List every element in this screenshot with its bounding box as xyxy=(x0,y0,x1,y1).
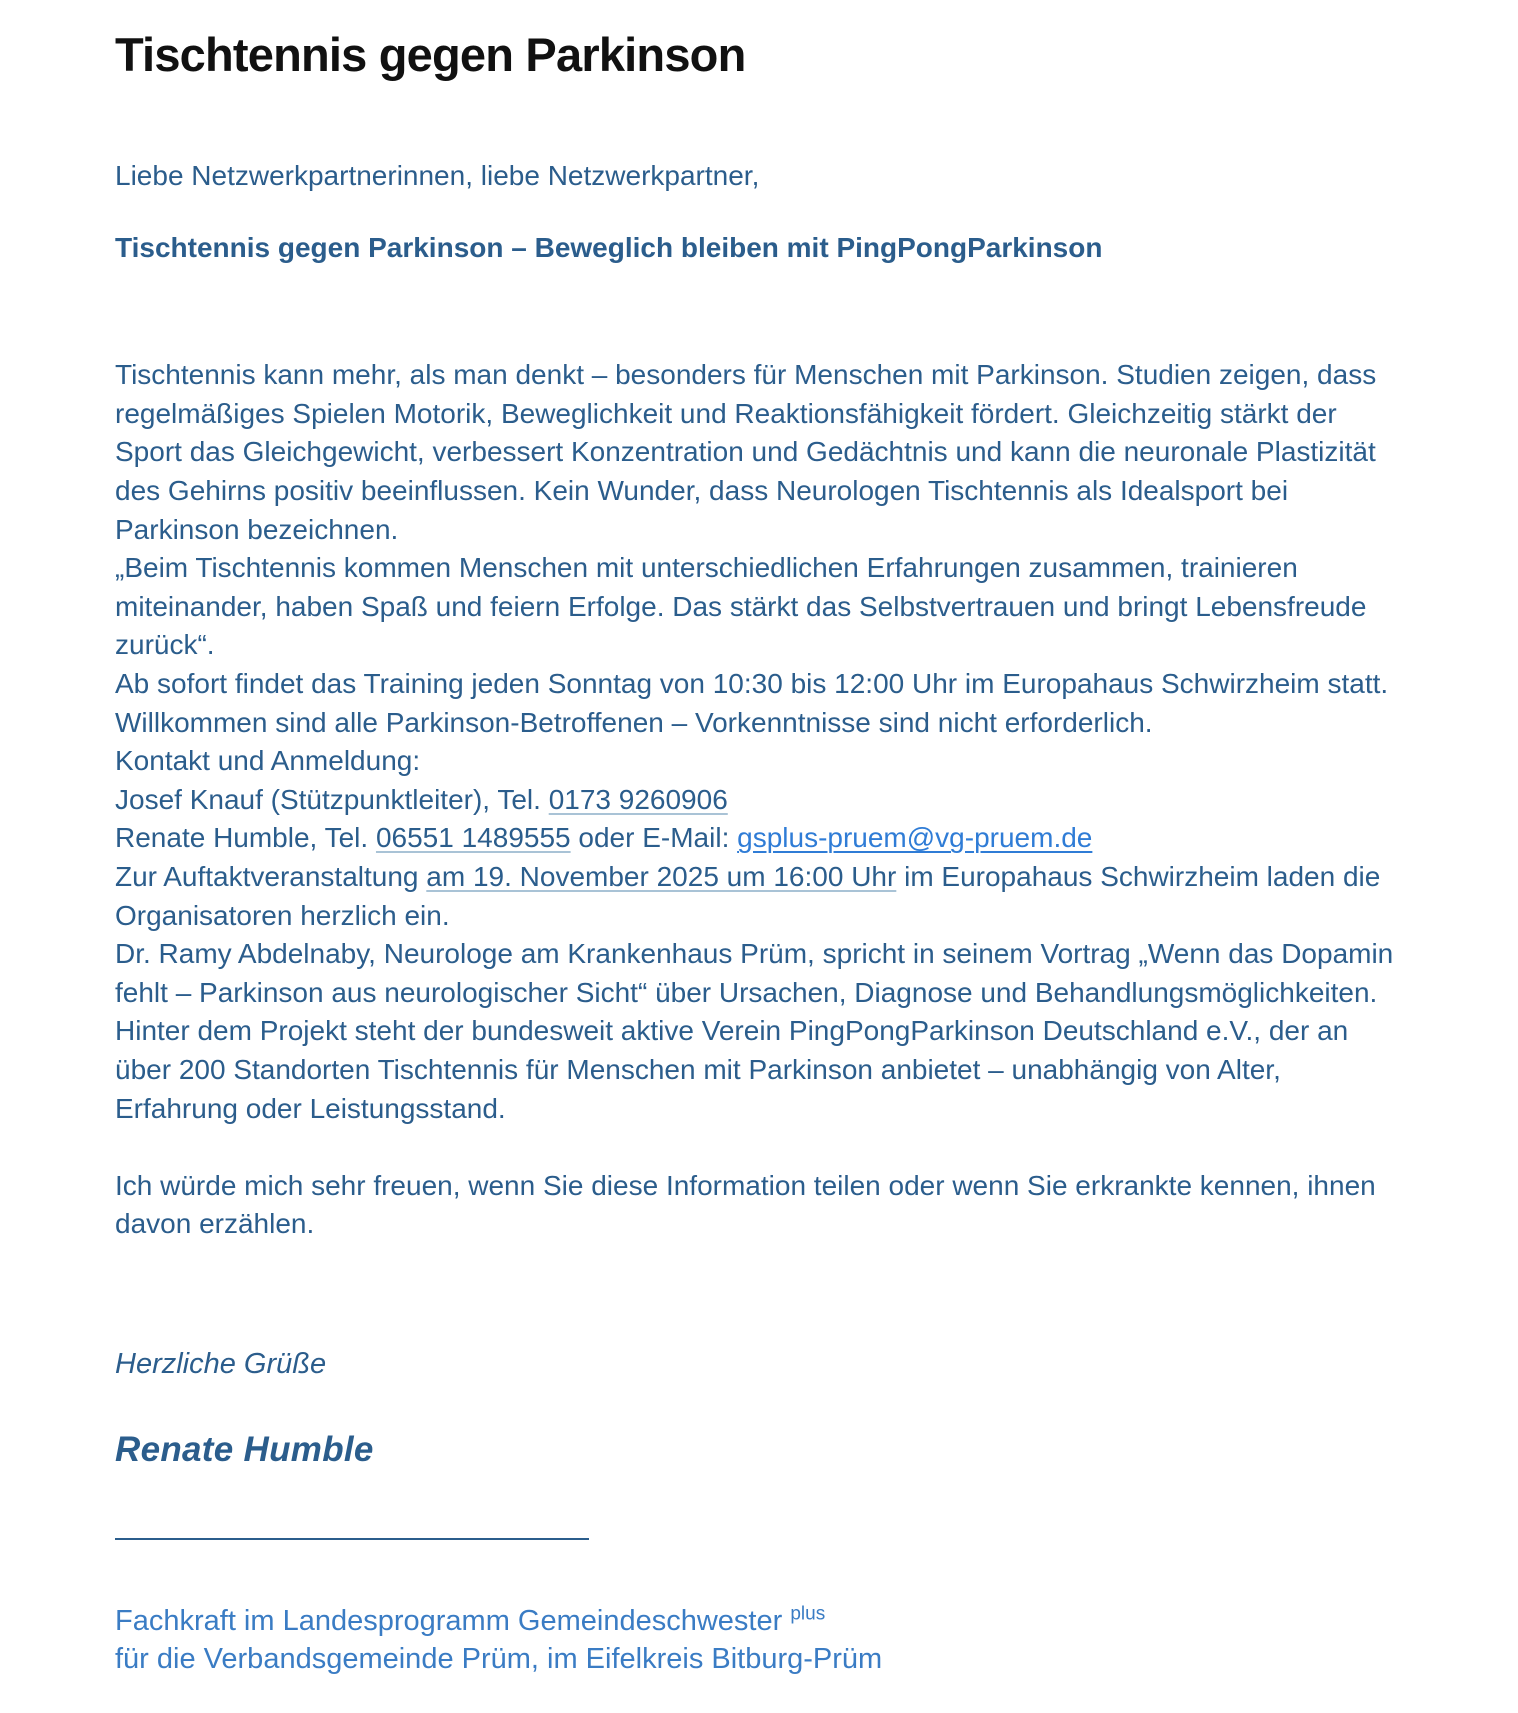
body-paragraph xyxy=(115,819,1408,858)
paragraph-text: Renate Humble, Tel. xyxy=(115,822,376,854)
subject-line: Tischtennis gegen Parkinson – Beweglich bleiben mit PingPongParkinson xyxy=(115,231,1103,263)
paragraph-text: Ab sofort findet das Training jeden Sonntag von 10:30 bis 12:00 Uhr im Europahaus Schwirzheim statt. Willkommen sind alle Parkinson-Betroffenen – Vorkenntnisse sind nicht erforderlich. xyxy=(115,667,1389,738)
body-paragraph xyxy=(115,549,1408,665)
paragraph-text: Tischtennis kann mehr, als man denkt – besonders für Menschen mit Parkinson. Studien zeigen, dass regelmäßiges Spielen Motorik, Beweglichkeit und Reaktionsfähigkeit fördert. Gleichzeitig stärkt der Sport das Gleichgewicht, verbessert Konzentration und Gedächtnis und kann die neuronale Plastizität des Gehirns positiv beeinflussen. Kein Wunder, dass Neurologen Tischtennis als Idealsport bei Parkinson bezeichnen. xyxy=(115,359,1377,545)
paragraph-text: Ich würde mich sehr freuen, wenn Sie diese Information teilen oder wenn Sie erkrankte kennen, ihnen davon erzählen. xyxy=(115,1169,1376,1240)
email-link[interactable]: gsplus-pruem@vg-pruem.de xyxy=(737,822,1093,854)
closing-text: Herzliche Grüße xyxy=(115,1347,327,1380)
email-body xyxy=(115,356,1408,1244)
body-paragraph xyxy=(115,858,1408,935)
signature-divider xyxy=(115,1538,589,1540)
body-paragraph xyxy=(115,1167,1408,1244)
footer-superscript: plus xyxy=(790,1603,826,1625)
footer-role-line xyxy=(115,1602,1408,1640)
page-title: Tischtennis gegen Parkinson xyxy=(115,28,746,81)
body-paragraph xyxy=(115,935,1408,1012)
paragraph-text: Hinter dem Projekt steht der bundesweit aktive Verein PingPongParkinson Deutschland e.V., der an über 200 Standorten Tischtennis für Menschen mit Parkinson anbietet – unabhängig von Alter, Erfahrung oder Leistungsstand. xyxy=(115,1015,1349,1124)
paragraph-text: Josef Knauf (Stützpunktleiter), Tel. xyxy=(115,783,549,815)
paragraph-text: Dr. Ramy Abdelnaby, Neurologe am Krankenhaus Prüm, spricht in seinem Vortrag „Wenn das Dopamin fehlt – Parkinson aus neurologischer Sicht“ über Ursachen, Diagnose und Behandlungsmöglichkeiten. xyxy=(115,938,1394,1008)
body-paragraph xyxy=(115,742,1408,781)
signature-name: Renate Humble xyxy=(115,1429,374,1469)
body-paragraph xyxy=(115,781,1408,820)
paragraph-text: „Beim Tischtennis kommen Menschen mit unterschiedlichen Erfahrungen zusammen, trainieren miteinander, haben Spaß und feiern Erfolge. Das stärkt das Selbstvertrauen und bringt Lebensfreude zurück“. xyxy=(115,552,1367,661)
body-paragraph xyxy=(115,665,1408,742)
greeting-text: Liebe Netzwerkpartnerinnen, liebe Netzwerkpartner, xyxy=(115,160,760,192)
phone-link[interactable]: 06551 1489555 xyxy=(375,822,571,854)
footer-region-line: für die Verbandsgemeinde Prüm, im Eifelkreis Bitburg-Prüm xyxy=(115,1642,883,1675)
paragraph-text: im Europahaus Schwirzheim laden die Organisatoren herzlich ein. xyxy=(115,860,1381,931)
date-link[interactable]: am 19. November 2025 um 16:00 Uhr xyxy=(426,860,897,892)
paragraph-text: Kontakt und Anmeldung: xyxy=(115,745,421,777)
phone-link[interactable]: 0173 9260906 xyxy=(548,783,728,815)
paragraph-text: Zur Auftaktveranstaltung xyxy=(115,860,427,892)
footer xyxy=(115,1602,1408,1678)
blank-line xyxy=(115,1128,1408,1167)
paragraph-text: oder E-Mail: xyxy=(570,822,738,854)
footer-role-text: Fachkraft im Landesprogramm Gemeindeschwester xyxy=(115,1604,783,1637)
body-paragraph xyxy=(115,1012,1408,1128)
body-paragraph xyxy=(115,356,1408,549)
